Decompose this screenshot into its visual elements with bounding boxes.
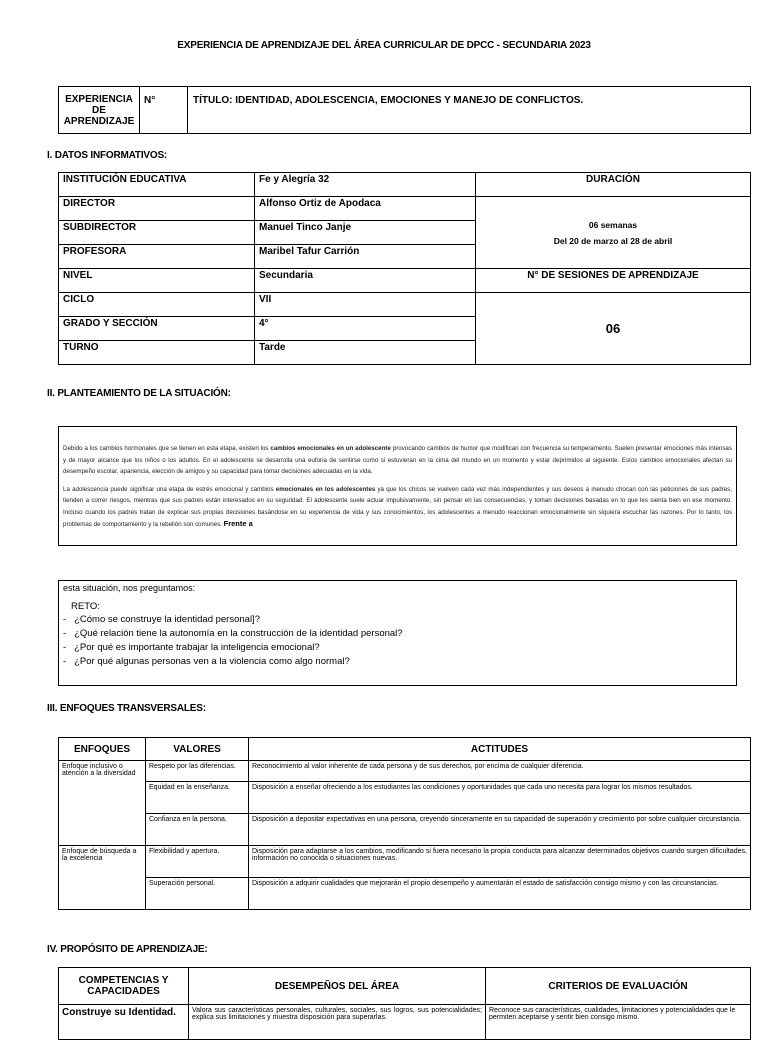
- info-value: Maribel Tafur Carrión: [255, 245, 476, 269]
- situation-continuation: Frente a: [223, 519, 253, 528]
- actitud-cell: Reconocimiento al valor inherente de cada persona y de sus derechos, por encima de cualquier diferencia.: [249, 761, 751, 782]
- duration-header: DURACIÓN: [476, 173, 751, 197]
- experience-title: TÍTULO: IDENTIDAD, ADOLESCENCIA, EMOCIONES Y MANEJO DE CONFLICTOS.: [188, 87, 751, 134]
- section-datos-informativos: I. DATOS INFORMATIVOS:: [47, 150, 168, 161]
- info-value: Manuel Tinco Janje: [255, 221, 476, 245]
- situation-emphasis: cambios emocionales en un adolescente: [270, 445, 391, 452]
- reto-questions: [63, 614, 732, 667]
- info-label: TURNO: [59, 341, 255, 365]
- situation-text: Debido a los cambios hormonales que se tienen en esta etapa, existen los: [63, 445, 271, 452]
- criterio-cell: Reconoce sus características, cualidades, limitaciones y potencialidades que le permiten aceptarse y sentir bien consigo mismo.: [486, 1005, 751, 1040]
- competencias-header: COMPETENCIAS Y CAPACIDADES: [59, 968, 189, 1005]
- reto-question: - ¿Por qué algunas personas ven a la violencia como algo normal?: [63, 656, 350, 667]
- section-enfoques: III. ENFOQUES TRANSVERSALES:: [47, 703, 206, 714]
- situation-paragraph-1: [63, 443, 732, 478]
- info-value: Fe y Alegría 32: [255, 173, 476, 197]
- info-label: CICLO: [59, 293, 255, 317]
- actitudes-header: ACTITUDES: [249, 738, 751, 761]
- info-label: SUBDIRECTOR: [59, 221, 255, 245]
- experience-number-label: N°: [140, 87, 188, 134]
- info-value: 4°: [255, 317, 476, 341]
- info-label: INSTITUCIÓN EDUCATIVA: [59, 173, 255, 197]
- reto-question: - ¿Por qué es importante trabajar la inteligencia emocional?: [63, 642, 320, 653]
- actitud-cell: Disposición a adquirir cualidades que mejorarán el propio desempeño y aumentarán el estado de satisfacción consigo mismo y con las circunstancias.: [249, 878, 751, 910]
- situation-emphasis: emocionales en los adolescentes: [275, 485, 376, 493]
- experience-label: EXPERIENCIA DE APRENDIZAJE: [59, 87, 140, 134]
- sessions-value: 06: [476, 293, 751, 365]
- reto-question-text: ¿Por qué es importante trabajar la inteligencia emocional?: [74, 642, 320, 653]
- info-value: Alfonso Ortiz de Apodaca: [255, 197, 476, 221]
- actitud-cell: Disposición a enseñar ofreciendo a los estudiantes las condiciones y oportunidades que cada uno necesita para lograr los mismos resultados.: [249, 782, 751, 814]
- duration-dates: Del 20 de marzo al 28 de abril: [553, 235, 673, 246]
- reto-question: - ¿Qué relación tiene la autonomía en la construcción de la identidad personal?: [63, 628, 403, 639]
- valor-cell: Respeto por las diferencias.: [146, 761, 249, 782]
- reto-question: - ¿Cómo se construye la identidad personal]?: [63, 614, 260, 625]
- criterios-header: CRITERIOS DE EVALUACIÓN: [486, 968, 751, 1005]
- reto-question-text: ¿Qué relación tiene la autonomía en la construcción de la identidad personal?: [74, 628, 403, 639]
- situation-text: ya que los chicos se vuelven cada vez más independientes y sus deseos a menudo chocan con las peticiones de sus padres, tienden a correr riesgos, mientras que sus padres están interesados en su seguridad. El adolescente suele actuar impulsivamente, sin pensar en las consecuencias, y toman decisiones basadas en lo que les sienta bien en ese momento. Incluso cuando los padres tratan de explicar sus propias decisiones basándose en su experiencia de vida y sus conocimientos, los adolescentes a menudo reaccionan emocionalmente sin siquiera escuchar las razones. Por lo tanto, los problemas de comportamiento y la rebelión son comunes.: [63, 485, 732, 528]
- info-label: NIVEL: [59, 269, 255, 293]
- reto-question-text: ¿Cómo se construye la identidad personal]?: [74, 614, 260, 625]
- enfoques-table: [58, 737, 751, 910]
- situation-text: La adolescencia puede significar una etapa de estrés emocional y cambios: [63, 485, 276, 493]
- info-label: DIRECTOR: [59, 197, 255, 221]
- situation-text: provocando cambios de humor que modifican con frecuencia su temperamento. Suelen presentar emociones más intensas y de mayor alcance que los niños o los adultos. En el adolescente se desarrolla una euforia de sentirse como si estuvieran en la cima del mundo en un momento y estar deprimidos al siguiente. Estos cambios emocionales afectan su desempeño escolar, apariencia, elección de amigos y su capacidad para tomar decisiones adecuadas en la vida.: [63, 445, 732, 475]
- info-value: Secundaria: [255, 269, 476, 293]
- valor-cell: Confianza en la persona.: [146, 814, 249, 846]
- valor-cell: Equidad en la enseñanza.: [146, 782, 249, 814]
- info-label: GRADO Y SECCIÓN: [59, 317, 255, 341]
- desempenos-header: DESEMPEÑOS DEL ÁREA: [189, 968, 486, 1005]
- actitud-cell: Disposición a depositar expectativas en una persona, creyendo sinceramente en su capacidad de superación y crecimiento por sobre cualquier circunstancia.: [249, 814, 751, 846]
- enfoque-cell: Enfoque inclusivo o atención a la diversidad: [59, 761, 146, 846]
- info-table: [58, 172, 751, 365]
- situation-text-box: [58, 426, 737, 546]
- reto-box: [58, 580, 737, 686]
- section-planteamiento: II. PLANTEAMIENTO DE LA SITUACIÓN:: [47, 388, 231, 399]
- situation-paragraph-2: [63, 484, 732, 531]
- enfoque-cell: Enfoque de búsqueda a la excelencia: [59, 846, 146, 910]
- document-title: EXPERIENCIA DE APRENDIZAJE DEL ÁREA CURRICULAR DE DPCC - SECUNDARIA 2023: [177, 40, 591, 51]
- valor-cell: Flexibilidad y apertura.: [146, 846, 249, 878]
- section-proposito: IV. PROPÓSITO DE APRENDIZAJE:: [47, 944, 208, 955]
- valor-cell: Superación personal.: [146, 878, 249, 910]
- enfoques-header: ENFOQUES: [59, 738, 146, 761]
- valores-header: VALORES: [146, 738, 249, 761]
- desempeno-cell: Valora sus características personales, culturales, sociales, sus logros, sus potencialidades; explica sus limitaciones y muestra disposición para superarlas.: [189, 1005, 486, 1040]
- competencia-cell: Construye su Identidad.: [59, 1005, 189, 1040]
- experience-header-table: [58, 86, 751, 134]
- proposito-table: [58, 967, 751, 1040]
- sessions-header: N° DE SESIONES DE APRENDIZAJE: [476, 269, 751, 293]
- reto-label: RETO:: [71, 601, 100, 612]
- reto-intro: esta situación, nos preguntamos:: [63, 583, 196, 593]
- info-value: VII: [255, 293, 476, 317]
- info-label: PROFESORA: [59, 245, 255, 269]
- actitud-cell: Disposición para adaptarse a los cambios, modificando si fuera necesario la propia conducta para alcanzar determinados objetivos cuando surgen dificultades, información no conocida o situaciones nuevas.: [249, 846, 751, 878]
- duration-weeks: 06 semanas: [588, 219, 638, 230]
- info-value: Tarde: [255, 341, 476, 365]
- duration-cell: [476, 197, 751, 269]
- reto-question-text: ¿Por qué algunas personas ven a la violencia como algo normal?: [74, 656, 350, 667]
